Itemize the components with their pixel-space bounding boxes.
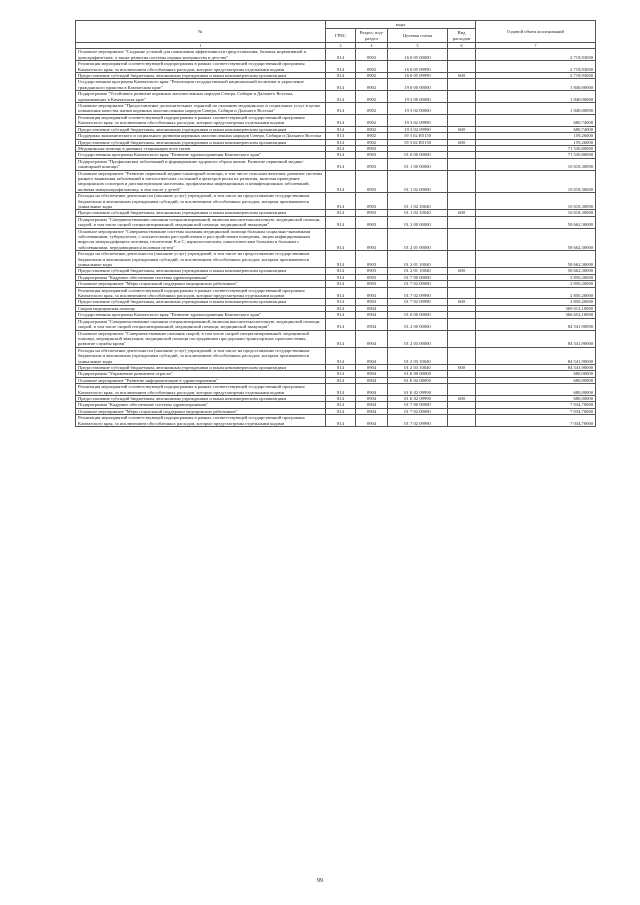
row-amount: 159,26000	[476, 139, 596, 145]
row-razdel: 0904	[356, 384, 388, 396]
header-col-target: Целевая статья	[388, 29, 448, 43]
row-grbs: 814	[326, 216, 356, 228]
header-num-4: 4	[356, 43, 388, 49]
row-grbs: 814	[326, 371, 356, 377]
row-razdel: 0904	[356, 347, 388, 364]
header-codes-group: коды	[326, 21, 476, 29]
row-target: 01 0 00 00000	[388, 312, 448, 318]
row-amount: 159,26000	[476, 133, 596, 139]
row-razdel: 0903	[356, 299, 388, 305]
row-razdel: 0903	[356, 216, 388, 228]
row-target: 19 3 00 00000	[388, 91, 448, 103]
row-razdel: 0902	[356, 49, 388, 61]
row-target: 19 3 02 R5150	[388, 139, 448, 145]
row-vid	[448, 330, 476, 347]
row-razdel: 0902	[356, 114, 388, 126]
row-grbs: 814	[326, 49, 356, 61]
row-grbs: 814	[326, 73, 356, 79]
row-name: Реализация мероприятий соответствующей подпрограммы в рамках соответствующей государственной программы Камчатского края, за исключением обособленных расходов, которые предусмотрены отдельными кодами	[76, 114, 326, 126]
table-row	[76, 103, 596, 115]
row-target: 01 7 02 09990	[388, 287, 448, 299]
row-vid: 600	[448, 299, 476, 305]
row-razdel: 0904	[356, 377, 388, 383]
row-vid	[448, 415, 476, 427]
row-name: Реализация мероприятий соответствующей подпрограммы в рамках соответствующей государственной программы Камчатского края, за исключением обособленных расходов, которые предусмотрены отдельными кодами	[76, 384, 326, 396]
header-num-7: 7	[476, 43, 596, 49]
row-amount: 2 850,20000	[476, 274, 596, 280]
row-target: 01 Б 02 00000	[388, 377, 448, 383]
table-row	[76, 216, 596, 228]
row-name: Реализация мероприятий соответствующей подпрограммы в рамках соответствующей государственной программы Камчатского края, за исключением обособленных расходов, которые предусмотрены отдельными кодами	[76, 287, 326, 299]
row-razdel: 0904	[356, 364, 388, 370]
row-name: Расходы на обеспечение деятельности (оказание услуг) учреждений, в том числе на предоставление государственным бюджетным и автономным учреждениям субсидий, за исключением обособленных расходов, которым присваиваются уникальные коды	[76, 251, 326, 268]
row-grbs: 814	[326, 133, 356, 139]
row-target: 01 7 02 09990	[388, 415, 448, 427]
row-name: Подпрограмма "Кадровое обеспечение системы здравоохранения"	[76, 274, 326, 280]
row-grbs: 814	[326, 312, 356, 318]
header-col-vid: Вид расходов	[448, 29, 476, 43]
row-razdel: 0904	[356, 318, 388, 330]
row-grbs: 814	[326, 268, 356, 274]
row-razdel: 0904	[356, 395, 388, 401]
row-name: Основное мероприятие "Меры социальной поддержки медицинских работников"	[76, 408, 326, 414]
row-vid	[448, 61, 476, 73]
row-target: 01 2 01 10040	[388, 251, 448, 268]
row-name: Основное мероприятие "Совершенствование оказания скорой, в том числе скорой специализированной, медицинской помощи, медицинской эвакуации, медицинской помощи пострадавшим при дорожно-транспортных происшествиях, развитие службы крови"	[76, 330, 326, 347]
table-row	[76, 158, 596, 170]
row-razdel: 0903	[356, 268, 388, 274]
row-vid	[448, 49, 476, 61]
table-header-group-row	[76, 21, 596, 29]
row-target: 16 0 05 00000	[388, 49, 448, 61]
row-name: Подпрограмма "Совершенствование оказания специализированной, включая высокотехнологичную, медицинской помощи, скорой, в том числе скорой специализированной, медицинской помощи, медицинской эвакуации"	[76, 216, 326, 228]
row-name: Подпрограмма "Профилактика заболеваний и формирование здорового образа жизни. Развитие первичной медико-санитарной помощи"	[76, 158, 326, 170]
row-name: Предоставление субсидий бюджетным, автономным учреждениям и иным некоммерческим организациям	[76, 139, 326, 145]
row-grbs: 814	[326, 228, 356, 251]
row-amount: 366 652,10000	[476, 312, 596, 318]
row-name: Основное мероприятие "Совершенствование системы оказания медицинской помощи больным социально-значимыми заболеваниями: туберкулезом, с психическими расстройствами и расстройствами поведения, лицам инфицированным вирусом иммунодефицита человека, гепатитами В и С, наркологическим, онкологическим больным и больным с заболеваниями, передающимися половым путем"	[76, 228, 326, 251]
row-razdel: 0904	[356, 330, 388, 347]
row-name: Расходы на обеспечение деятельности (оказание услуг) учреждений, в том числе на предоставление государственным бюджетным и автономным учреждениям субсидий, за исключением обособленных расходов, которым присваиваются уникальные коды	[76, 347, 326, 364]
row-amount: 680,00000	[476, 395, 596, 401]
row-grbs: 814	[326, 415, 356, 427]
row-vid: 600	[448, 139, 476, 145]
row-target: 01 0 00 00000	[388, 152, 448, 158]
row-razdel: 0903	[356, 210, 388, 216]
row-amount: 10 018,30000	[476, 170, 596, 193]
row-amount: 58 662,30000	[476, 251, 596, 268]
row-grbs: 814	[326, 330, 356, 347]
row-grbs: 814	[326, 281, 356, 287]
header-num-5: 5	[388, 43, 448, 49]
row-grbs: 814	[326, 114, 356, 126]
header-col-razdel: Раздел, под-раздел	[356, 29, 388, 43]
row-name: Государственная программа Камчатского края "Развитие здравоохранения Камчатского края"	[76, 152, 326, 158]
row-target: 01 Б 02 09990	[388, 384, 448, 396]
row-amount: 58 662,30000	[476, 216, 596, 228]
row-name: Государственная программа Камчатского края "Развитие здравоохранения Камчатского края"	[76, 312, 326, 318]
row-razdel: 0902	[356, 61, 388, 73]
row-vid	[448, 91, 476, 103]
row-name: Предоставление субсидий бюджетным, автономным учреждениям и иным некоммерческим организациям	[76, 126, 326, 132]
row-grbs: 814	[326, 158, 356, 170]
row-grbs: 814	[326, 210, 356, 216]
row-target: 01 1 00 00000	[388, 158, 448, 170]
row-amount: 7 034,70000	[476, 408, 596, 414]
row-grbs: 814	[326, 364, 356, 370]
row-amount: 84 541,90000	[476, 364, 596, 370]
row-razdel: 0903	[356, 274, 388, 280]
row-amount: 680,00000	[476, 377, 596, 383]
row-name: Основное мероприятие "Развитие информатизации в здравоохранении"	[76, 377, 326, 383]
row-target: 01 2 00 00000	[388, 216, 448, 228]
row-target: 01 1 02 10040	[388, 193, 448, 210]
table-row	[76, 228, 596, 251]
row-razdel: 0904	[356, 402, 388, 408]
row-grbs: 814	[326, 139, 356, 145]
row-razdel: 0903	[356, 158, 388, 170]
row-target: 01 2 01 10040	[388, 268, 448, 274]
table-body	[76, 49, 596, 427]
table-row	[76, 114, 596, 126]
table-row	[76, 347, 596, 364]
row-razdel: 0903	[356, 228, 388, 251]
row-name: Скорая медицинская помощь	[76, 305, 326, 311]
row-vid: 600	[448, 268, 476, 274]
row-target: 19 3 02 00000	[388, 103, 448, 115]
row-name: Медицинская помощь в дневных стационарах всех типов	[76, 145, 326, 151]
header-num-1: 1	[76, 43, 326, 49]
row-vid	[448, 79, 476, 91]
header-col-amount: Годовой объем ассигнований	[476, 21, 596, 43]
row-vid	[448, 193, 476, 210]
row-razdel: 0903	[356, 145, 388, 151]
row-name: Подпрограмма "Кадровое обеспечение системы здравоохранения"	[76, 402, 326, 408]
row-grbs: 814	[326, 79, 356, 91]
row-vid	[448, 318, 476, 330]
row-target: 01 7 00 00000	[388, 274, 448, 280]
table-row	[76, 384, 596, 396]
row-target: 01 2 00 00000	[388, 318, 448, 330]
row-grbs: 814	[326, 126, 356, 132]
row-razdel: 0903	[356, 281, 388, 287]
row-razdel: 0903	[356, 170, 388, 193]
row-grbs: 814	[326, 251, 356, 268]
row-grbs: 814	[326, 402, 356, 408]
row-amount: 7 034,70000	[476, 402, 596, 408]
row-vid: 600	[448, 73, 476, 79]
row-razdel: 0903	[356, 193, 388, 210]
row-target: 19 3 02 R5150	[388, 133, 448, 139]
row-razdel: 0902	[356, 79, 388, 91]
row-target: 01 Б 00 00000	[388, 371, 448, 377]
row-razdel: 0904	[356, 371, 388, 377]
table-row	[76, 170, 596, 193]
table-row	[76, 251, 596, 268]
row-name: Предоставление субсидий бюджетным, автономным учреждениям и иным некоммерческим организациям	[76, 395, 326, 401]
row-amount: 369 013,10000	[476, 305, 596, 311]
document-page	[75, 20, 595, 427]
row-target: 01 2 03 00000	[388, 330, 448, 347]
row-razdel: 0902	[356, 73, 388, 79]
row-amount: 680,00000	[476, 371, 596, 377]
row-name: Основное мероприятие "Создание условий для повышения эффективности предоставления, базовых нормативной и демографических, а также развития системы охраны материнства и детства"	[76, 49, 326, 61]
row-grbs: 814	[326, 318, 356, 330]
table-row	[76, 318, 596, 330]
row-target: 01 7 00 00000	[388, 402, 448, 408]
row-grbs: 814	[326, 61, 356, 73]
row-razdel: 0903	[356, 152, 388, 158]
row-vid	[448, 158, 476, 170]
row-name: Государственная программа Камчатского края "Реализация государственной национальной политики и укрепление гражданского единства в Камчатском крае"	[76, 79, 326, 91]
row-amount: 2 850,20000	[476, 299, 596, 305]
row-grbs: 814	[326, 395, 356, 401]
row-target: 01 7 02 09990	[388, 299, 448, 305]
row-grbs: 814	[326, 274, 356, 280]
row-target: 19 3 02 09990	[388, 114, 448, 126]
table-row	[76, 287, 596, 299]
row-amount: 680,00000	[476, 384, 596, 396]
row-amount: 10 018,30000	[476, 158, 596, 170]
row-vid: 600	[448, 364, 476, 370]
row-target: 01 7 02 00000	[388, 281, 448, 287]
row-razdel: 0902	[356, 133, 388, 139]
row-target: 16 0 05 09990	[388, 61, 448, 73]
row-vid	[448, 347, 476, 364]
row-name: Подпрограмма "Управление развитием отрасли"	[76, 371, 326, 377]
row-vid	[448, 251, 476, 268]
row-amount: 71 530,80000	[476, 152, 596, 158]
row-target: 01 1 02 00000	[388, 170, 448, 193]
row-grbs: 814	[326, 170, 356, 193]
row-target: 01 2 01 00000	[388, 228, 448, 251]
row-target: 19 0 00 00000	[388, 79, 448, 91]
table-row	[76, 330, 596, 347]
row-razdel: 0902	[356, 126, 388, 132]
row-amount: 58 662,30000	[476, 228, 596, 251]
row-razdel: 0902	[356, 103, 388, 115]
row-amount: 2 850,20000	[476, 281, 596, 287]
row-razdel: 0902	[356, 91, 388, 103]
row-amount: 84 541,90000	[476, 318, 596, 330]
row-razdel: 0904	[356, 312, 388, 318]
row-amount: 10 018,30000	[476, 210, 596, 216]
row-amount: 2 850,20000	[476, 287, 596, 299]
row-amount: 1 840,00000	[476, 103, 596, 115]
row-vid	[448, 103, 476, 115]
row-vid: 600	[448, 210, 476, 216]
row-target: 16 0 05 09990	[388, 73, 448, 79]
header-col-grbs: ГРБС	[326, 29, 356, 43]
table-row	[76, 49, 596, 61]
row-name: Основное мероприятие "Развитие первичной медико-санитарной помощи, в том числе сельским жителям, развитие системы раннего выявления заболеваний и патологических состояний и факторов риска их развития, включая проведение медицинских осмотров и диспансеризации населения, профилактика инфекционных и неинфекционных заболеваний, включая иммунопрофилактику, в том числе у детей"	[76, 170, 326, 193]
row-grbs: 814	[326, 408, 356, 414]
row-vid: 600	[448, 395, 476, 401]
row-name: Предоставление субсидий бюджетным, автономным учреждениям и иным некоммерческим организациям	[76, 364, 326, 370]
table-row	[76, 415, 596, 427]
row-amount: 71 530,80000	[476, 145, 596, 151]
row-amount: 2 718,93000	[476, 61, 596, 73]
row-target: 01 2 03 10040	[388, 347, 448, 364]
row-grbs: 814	[326, 377, 356, 383]
row-target: 01 2 03 10040	[388, 364, 448, 370]
row-razdel: 0903	[356, 251, 388, 268]
budget-table	[75, 20, 596, 427]
row-amount: 2 718,93000	[476, 49, 596, 61]
row-amount: 1 840,00000	[476, 79, 596, 91]
row-vid	[448, 228, 476, 251]
row-name: Реализация мероприятий соответствующей подпрограммы в рамках соответствующей государственной программы Камчатского края, за исключением обособленных расходов, которые предусмотрены отдельными кодами	[76, 61, 326, 73]
row-name: Основное мероприятие "Предоставление дополнительных гарантий по оказанию медицинских и социальных услуг в целях повышения качества жизни коренных малочисленных народов Севера, Сибири и Дальнего Востока"	[76, 103, 326, 115]
row-razdel: 0904	[356, 305, 388, 311]
row-grbs: 814	[326, 305, 356, 311]
row-target: 01 Б 02 09990	[388, 395, 448, 401]
row-vid: 600	[448, 126, 476, 132]
row-name: Предоставление субсидий бюджетным, автономным учреждениям и иным некоммерческим организациям	[76, 210, 326, 216]
table-row	[76, 79, 596, 91]
row-target: 01 7 02 00000	[388, 408, 448, 414]
row-grbs: 814	[326, 193, 356, 210]
row-razdel: 0904	[356, 408, 388, 414]
row-name: Подпрограмма "Совершенствование оказания специализированной, включая высокотехнологичную, медицинской помощи, скорой, в том числе скорой специализированной, медицинской помощи, медицинской эвакуации"	[76, 318, 326, 330]
row-name: Расходы на обеспечение деятельности (оказание услуг) учреждений, в том числе на предоставление государственным бюджетным и автономным учреждениям субсидий, за исключением обособленных расходов, которым присваиваются уникальные коды	[76, 193, 326, 210]
row-target: 19 3 02 09990	[388, 126, 448, 132]
row-grbs: 814	[326, 103, 356, 115]
row-name: Предоставление субсидий бюджетным, автономным учреждениям и иным некоммерческим организациям	[76, 299, 326, 305]
table-row	[76, 193, 596, 210]
header-num-6: 6	[448, 43, 476, 49]
table-row	[76, 91, 596, 103]
row-amount: 58 662,30000	[476, 268, 596, 274]
row-razdel: 0903	[356, 287, 388, 299]
row-name: Поддержка экономического и социального развития коренных малочисленных народов Севера, Сибири и Дальнего Востока	[76, 133, 326, 139]
row-target: 01 1 02 10040	[388, 210, 448, 216]
row-vid	[448, 170, 476, 193]
table-row	[76, 61, 596, 73]
row-vid	[448, 384, 476, 396]
row-razdel: 0902	[356, 139, 388, 145]
row-grbs: 814	[326, 91, 356, 103]
header-col-no: №	[76, 21, 326, 43]
row-amount: 680,74000	[476, 114, 596, 126]
row-vid	[448, 114, 476, 126]
row-amount: 2 718,93000	[476, 73, 596, 79]
row-amount: 1 840,00000	[476, 91, 596, 103]
page-number: 99	[317, 878, 323, 884]
row-grbs: 814	[326, 152, 356, 158]
row-vid	[448, 287, 476, 299]
row-grbs: 814	[326, 145, 356, 151]
row-grbs: 814	[326, 347, 356, 364]
row-name: Подпрограмма "Устойчивое развитие коренных малочисленных народов Севера, Сибири и Дальнего Востока, проживающих в Камчатском крае"	[76, 91, 326, 103]
row-amount: 7 034,70000	[476, 415, 596, 427]
row-vid	[448, 216, 476, 228]
row-amount: 10 018,30000	[476, 193, 596, 210]
row-grbs: 814	[326, 299, 356, 305]
row-razdel: 0904	[356, 415, 388, 427]
row-name: Реализация мероприятий соответствующей подпрограммы в рамках соответствующей государственной программы Камчатского края, за исключением обособленных расходов, которые предусмотрены отдельными кодами	[76, 415, 326, 427]
row-name: Предоставление субсидий бюджетным, автономным учреждениям и иным некоммерческим организациям	[76, 268, 326, 274]
row-amount: 84 541,90000	[476, 347, 596, 364]
header-num-3: 3	[326, 43, 356, 49]
row-name: Предоставление субсидий бюджетным, автономным учреждениям и иным некоммерческим организациям	[76, 73, 326, 79]
row-amount: 84 541,90000	[476, 330, 596, 347]
row-name: Основное мероприятие "Меры социальной поддержки медицинских работников"	[76, 281, 326, 287]
row-grbs: 814	[326, 287, 356, 299]
row-amount: 680,74000	[476, 126, 596, 132]
row-grbs: 814	[326, 384, 356, 396]
